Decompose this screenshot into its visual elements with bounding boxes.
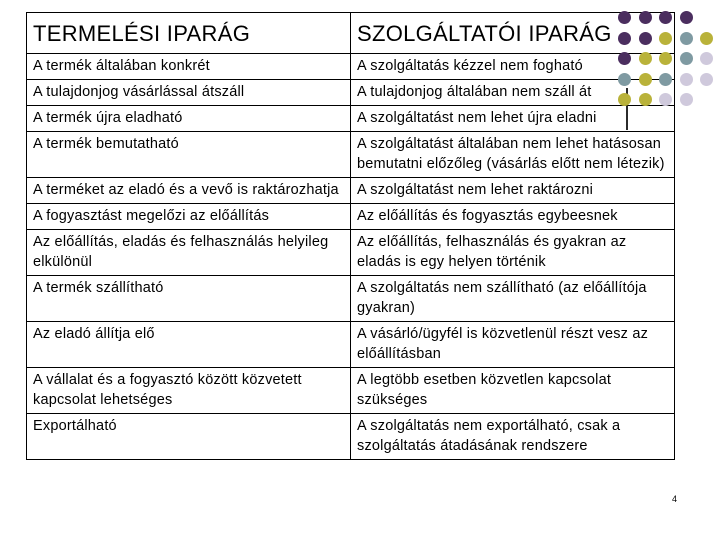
table-row: [27, 132, 675, 178]
manufacturing-cell: A tulajdonjog vásárlással átszáll: [27, 80, 351, 106]
header-service: SZOLGÁLTATÓI IPARÁG: [351, 13, 675, 54]
manufacturing-cell: Az előállítás, eladás és felhasználás helyileg elkülönül: [27, 230, 351, 276]
header-manufacturing: TERMELÉSI IPARÁG: [27, 13, 351, 54]
table-row: [27, 80, 675, 106]
decorative-dot: [680, 52, 693, 65]
service-cell: A vásárló/ügyfél is közvetlenül részt vesz az előállításban: [351, 322, 675, 368]
manufacturing-cell: A fogyasztást megelőzi az előállítás: [27, 204, 351, 230]
table-row: [27, 276, 675, 322]
service-cell: A legtöbb esetben közvetlen kapcsolat szükséges: [351, 368, 675, 414]
service-cell: A tulajdonjog általában nem száll át: [351, 80, 675, 106]
table-row: [27, 368, 675, 414]
table-row: [27, 106, 675, 132]
manufacturing-cell: A termék általában konkrét: [27, 54, 351, 80]
comparison-table: [26, 12, 675, 460]
decorative-dot: [680, 93, 693, 106]
decorative-dot: [680, 73, 693, 86]
manufacturing-cell: A vállalat és a fogyasztó között közvetett kapcsolat lehetséges: [27, 368, 351, 414]
manufacturing-cell: A termék bemutatható: [27, 132, 351, 178]
manufacturing-cell: Exportálható: [27, 414, 351, 460]
service-cell: A szolgáltatást nem lehet raktározni: [351, 178, 675, 204]
table-row: [27, 230, 675, 276]
table-row: [27, 414, 675, 460]
decorative-dot: [700, 73, 713, 86]
service-cell: A szolgáltatást általában nem lehet hatásosan bemutatni előzőleg (vásárlás előtt nem létezik): [351, 132, 675, 178]
decorative-dot: [680, 32, 693, 45]
service-cell: A szolgáltatás nem exportálható, csak a szolgáltatás átadásának rendszere: [351, 414, 675, 460]
table-row: [27, 54, 675, 80]
service-cell: A szolgáltatás nem szállítható (az előállítója gyakran): [351, 276, 675, 322]
service-cell: A szolgáltatás kézzel nem fogható: [351, 54, 675, 80]
service-cell: Az előállítás és fogyasztás egybeesnek: [351, 204, 675, 230]
table-row: [27, 322, 675, 368]
decorative-dot: [700, 52, 713, 65]
manufacturing-cell: Az eladó állítja elő: [27, 322, 351, 368]
decorative-dot: [700, 32, 713, 45]
table-row: [27, 178, 675, 204]
table-header-row: [27, 13, 675, 54]
manufacturing-cell: A termék újra eladható: [27, 106, 351, 132]
service-cell: Az előállítás, felhasználás és gyakran az eladás is egy helyen történik: [351, 230, 675, 276]
slide-number: 4: [672, 494, 678, 504]
decorative-dot: [680, 11, 693, 24]
table-row: [27, 204, 675, 230]
manufacturing-cell: A termék szállítható: [27, 276, 351, 322]
manufacturing-cell: A terméket az eladó és a vevő is raktározhatja: [27, 178, 351, 204]
service-cell: A szolgáltatást nem lehet újra eladni: [351, 106, 675, 132]
